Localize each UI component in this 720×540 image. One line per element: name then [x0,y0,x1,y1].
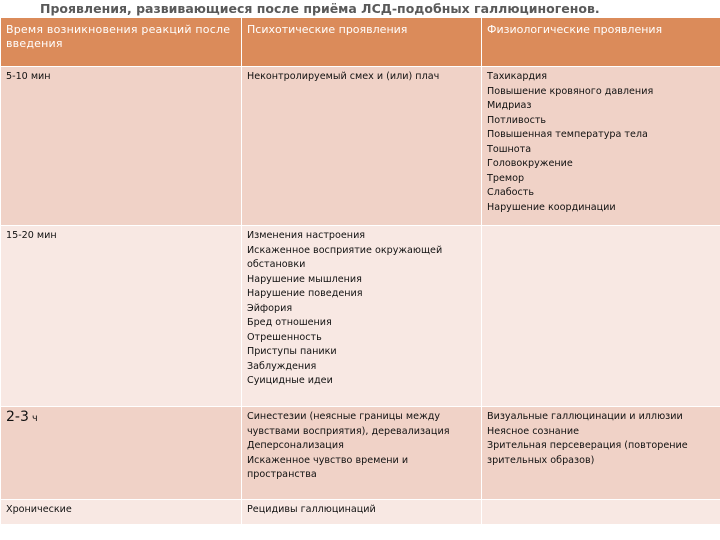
time-label: 15-20 мин [6,230,57,241]
table-row [1,407,720,500]
table-row [1,67,720,226]
list-item: Изменения настроения [247,230,366,241]
list-item: Повышение кровяного давления [487,85,654,97]
list-item: Повышенная температура тела [487,129,648,140]
list-item: Потливость [487,114,547,126]
list-item: Тахикардия [487,71,548,82]
time-cell [1,407,242,500]
time-cell [1,500,242,525]
header-psychotic: Психотические проявления [242,18,482,67]
list-item: Заблуждения [247,360,317,372]
list-item: Неконтролируемый смех и (или) плач [247,71,440,82]
list-item: Рецидивы галлюцинаций [247,504,376,515]
list-item: Суицидные идеи [247,375,333,386]
list-item: Искаженное чувство времени и пространства [247,454,409,480]
list-item: Приступы паники [247,346,337,357]
page-title: Проявления, развивающиеся после приёма ЛСД-подобных галлюциногенов. [40,1,600,16]
physiological-cell [482,407,720,500]
header-physiological: Физиологические проявления [482,18,720,67]
list-item: Эйфория [247,302,293,314]
time-cell [1,226,242,407]
list-item: Нарушение координации [487,201,616,213]
lsd-effects-table [0,17,720,525]
list-item: Деперсонализация [247,440,344,451]
psychotic-cell [242,226,482,407]
header-time: Время возникновения реакций после введения [1,18,242,67]
physiological-cell [482,67,720,226]
table-row [1,500,720,525]
list-item: Искаженное восприятие окружающей обстановки [247,244,443,270]
list-item: Тремор [487,172,525,184]
physiological-cell [482,500,720,525]
time-cell [1,67,242,226]
psychotic-cell [242,500,482,525]
list-item: Слабость [487,187,535,198]
table-header-row [1,18,720,67]
list-item: Зрительная персеверация (повторение зрительных образов) [487,440,688,466]
psychotic-cell [242,407,482,500]
time-value: 2-3 [6,409,29,425]
list-item: Нарушение поведения [247,288,363,299]
list-item: Нарушение мышления [247,273,362,285]
list-item: Визуальные галлюцинации и иллюзии [487,411,683,422]
list-item: Бред отношения [247,317,332,328]
list-item: Головокружение [487,158,573,169]
time-unit: ч [31,413,38,424]
list-item: Отрешенность [247,331,322,343]
time-label: Хронические [6,504,72,515]
list-item: Синестезии (неясные границы между чувствами восприятия), деревализация [247,411,450,437]
list-item: Неясное сознание [487,425,580,437]
physiological-cell [482,226,720,407]
table-row [1,226,720,407]
list-item: Тошнота [487,143,532,155]
time-label: 5-10 мин [6,71,51,82]
list-item: Мидриаз [487,100,532,111]
psychotic-cell [242,67,482,226]
